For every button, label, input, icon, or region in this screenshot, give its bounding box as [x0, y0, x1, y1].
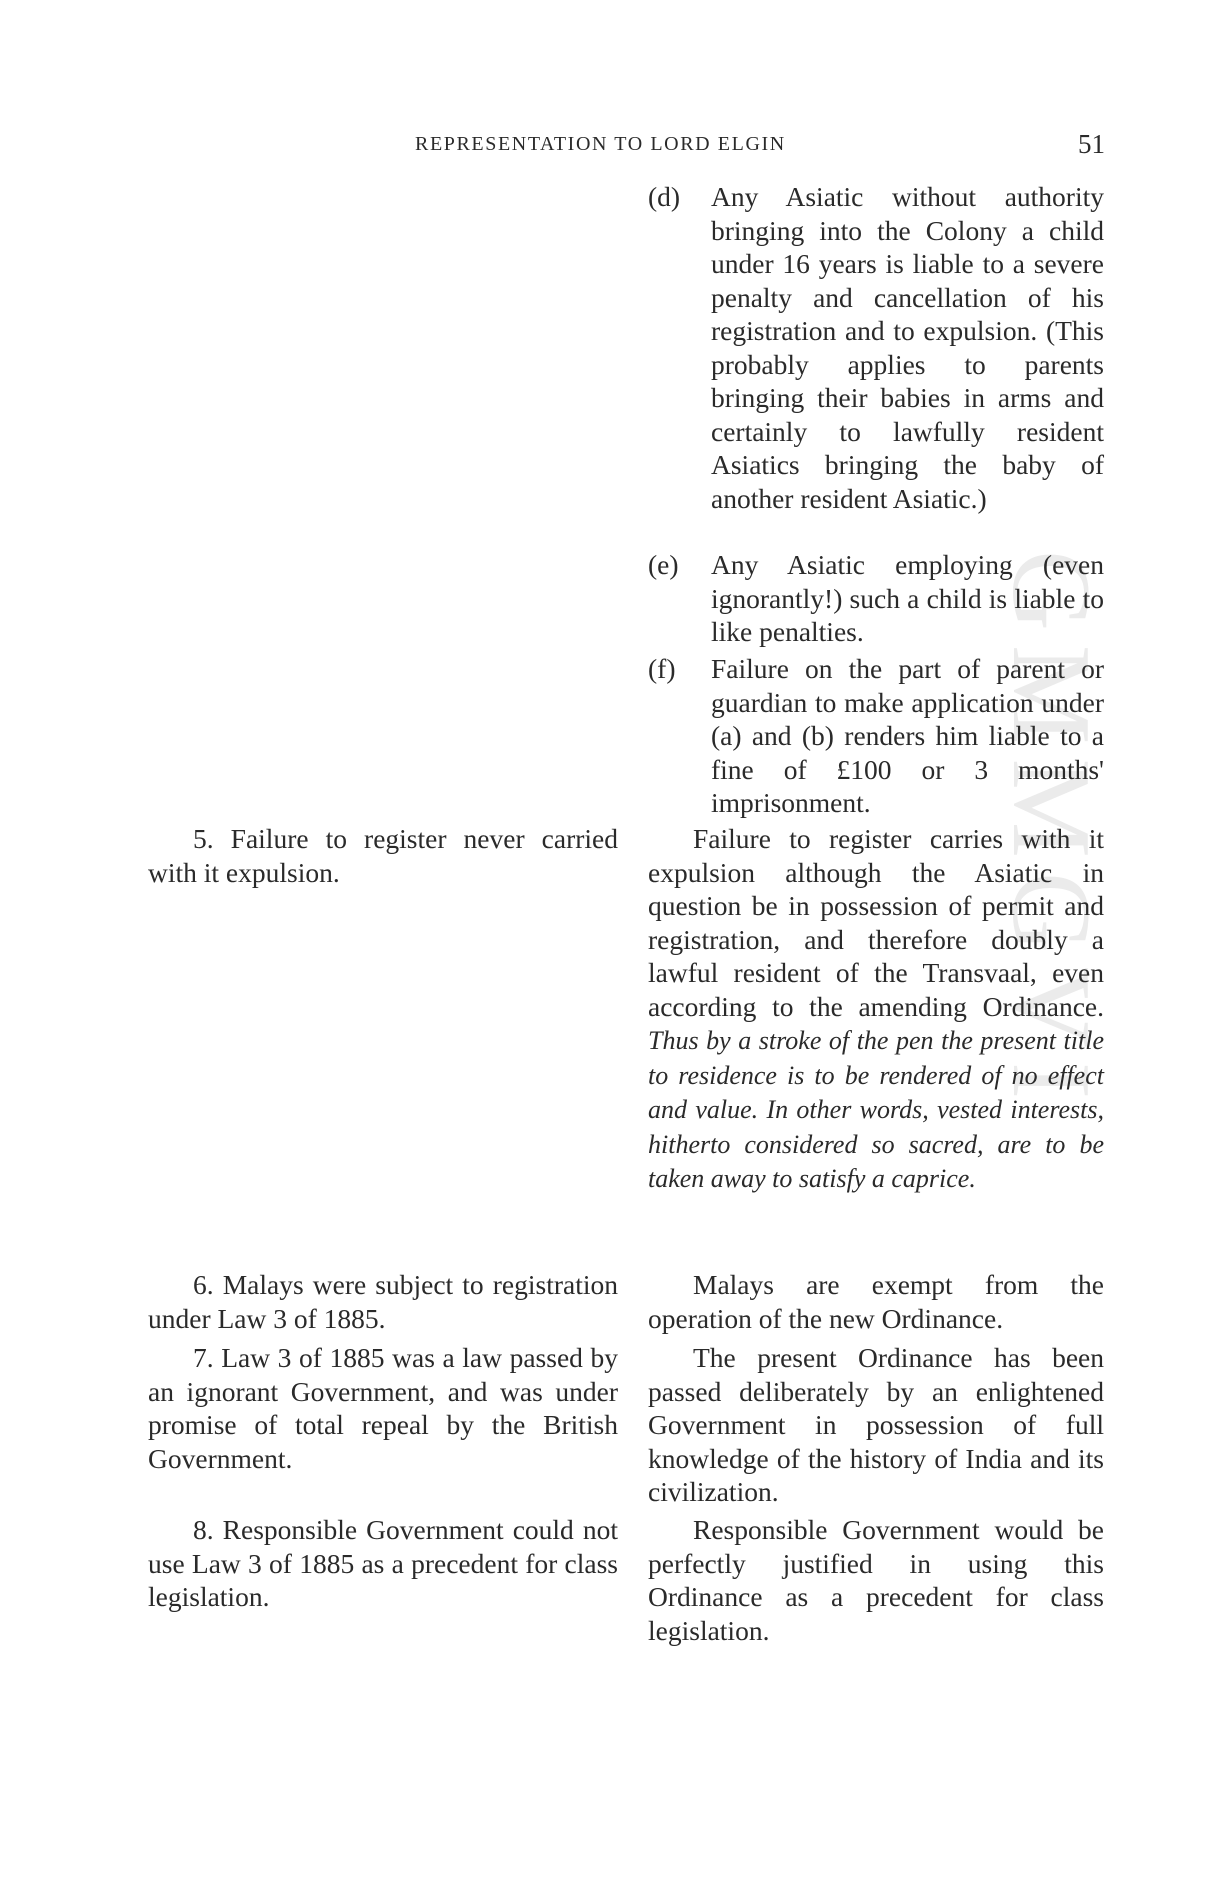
right-point-8-reply: Responsible Government would be perfectly justified in using this Ordinance as a precedent for class legislation. [648, 1514, 1104, 1646]
item-d-label: (d) [648, 181, 681, 212]
left-point-6: 6. Malays were subject to registration under Law 3 of 1885. [148, 1269, 618, 1334]
item-d-text: Any Asiatic without authority bringing into the Colony a child under 16 years is liable to a severe penalty and cancellation of his registration and to expulsion. (This probably applies to parents bringing their babies in arms and certainly to lawfully resident Asiatics bringing the baby of another resident Asiatic.) [711, 181, 1104, 514]
watermark: GMMGVI [989, 550, 1113, 1114]
right-point-5-reply [648, 822, 1104, 1196]
running-title: REPRESENTATION TO LORD ELGIN [415, 133, 786, 155]
left-point-7: 7. Law 3 of 1885 was a law passed by an ignorant Government, and was under promise of total repeal by the British Government. [148, 1342, 618, 1474]
item-e-text: Any Asiatic employing (even ignorantly!) such a child is liable to like penalties. [711, 549, 1104, 647]
right-point-7-reply: The present Ordinance has been passed deliberately by an enlightened Government in possession of full knowledge of the history of India and its civilization. [648, 1342, 1104, 1507]
item-e-label: (e) [648, 549, 679, 580]
left-point-8: 8. Responsible Government could not use Law 3 of 1885 as a precedent for class legislation. [148, 1514, 618, 1612]
item-d [648, 180, 1104, 515]
item-e [648, 548, 1104, 649]
right-point-6-reply: Malays are exempt from the operation of the new Ordinance. [648, 1269, 1104, 1334]
item-f-text: Failure on the part of parent or guardian to make application under (a) and (b) renders him liable to a fine of £100 or 3 months' imprisonment. [711, 653, 1104, 818]
point-5-reply-text: Failure to register carries with it expulsion although the Asiatic in question be in possession of permit and registration, and therefore doubly a lawful resident of the Transvaal, even according to the amending Ordinance. [648, 823, 1104, 1022]
item-f-label: (f) [648, 653, 676, 684]
page-number: 51 [1078, 129, 1105, 159]
left-point-5: 5. Failure to register never carried with it expulsion. [148, 823, 618, 888]
item-f [648, 652, 1104, 820]
point-5-reply-italic: Thus by a stroke of the pen the present title to residence is to be rendered of no effect and value. In other words, vested interests, hitherto considered so sacred, are to be taken away to satisfy a caprice. [648, 1026, 1104, 1193]
